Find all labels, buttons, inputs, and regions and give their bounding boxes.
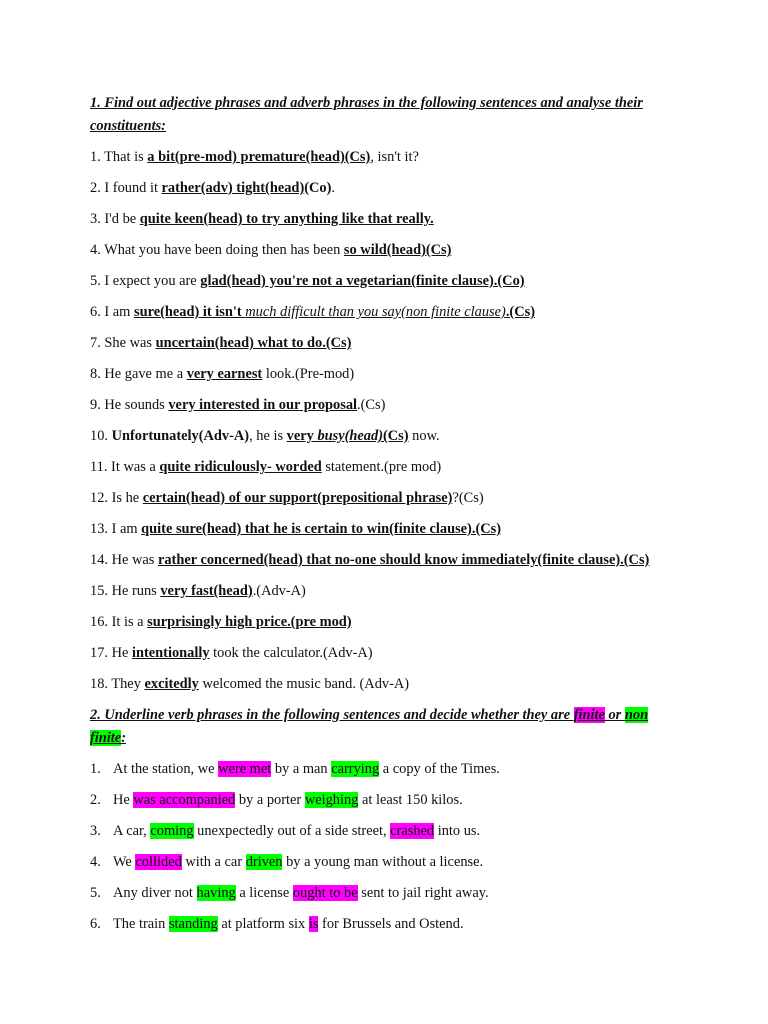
section-1-heading [90, 92, 690, 138]
text-run: 8. He gave me a [90, 366, 187, 382]
finite-verb-highlight: finite [573, 707, 605, 723]
text-run: with a car [181, 854, 246, 870]
section-2-heading [90, 704, 690, 750]
non-finite-verb-highlight: standing [168, 916, 218, 932]
text-run: or [604, 707, 625, 723]
text-run: : [121, 730, 126, 746]
text-run: 4. What you have been doing then has been [90, 242, 344, 258]
phrase-annotation: busy(head) [317, 428, 383, 444]
text-run: for Brussels and Ostend. [318, 916, 464, 932]
heading-line: constituents: [90, 118, 166, 134]
text-run: unexpectedly out of a side street, [193, 823, 391, 839]
sentence-line [90, 758, 690, 781]
non-finite-verb-highlight: driven [245, 854, 283, 870]
sentence-line [90, 301, 690, 324]
text-run: statement.(pre mod) [321, 459, 442, 475]
text-run: .(Cs) [357, 397, 386, 413]
text-run: look.(Pre-mod) [262, 366, 355, 382]
sentence-line [90, 789, 690, 812]
item-number: 4. [90, 854, 101, 870]
sentence-line [90, 673, 690, 696]
text-run: The train [113, 916, 169, 932]
sentence-line [90, 642, 690, 665]
text-run: A car, [113, 823, 151, 839]
text-run: At the station, we [113, 761, 219, 777]
phrase-annotation: quite sure(head) that he is certain to win(finite clause).(Cs) [141, 521, 502, 537]
finite-verb-highlight: collided [135, 854, 182, 870]
sentence-line [90, 820, 690, 843]
text-run: a license [235, 885, 293, 901]
non-finite-verb-highlight: weighing [304, 792, 359, 808]
text-run: 5. I expect you are [90, 273, 201, 289]
sentence-line [90, 851, 690, 874]
text-run: 12. Is he [90, 490, 143, 506]
text-run: by a porter [235, 792, 305, 808]
item-number: 3. [90, 823, 101, 839]
text-run: 16. It is a [90, 614, 148, 630]
sentence-line [90, 611, 690, 634]
phrase-annotation: so wild(head)(Cs) [343, 242, 452, 258]
sentence-line [90, 146, 690, 169]
text-run: into us. [434, 823, 481, 839]
sentence-line [90, 177, 690, 200]
item-number: 5. [90, 885, 101, 901]
phrase-annotation: .(Cs) [505, 304, 536, 320]
text-run: We [113, 854, 136, 870]
text-run: at platform six [217, 916, 309, 932]
text-run: now. [408, 428, 440, 444]
phrase-annotation: excitedly [144, 676, 199, 692]
phrase-annotation: rather(adv) tight(head) [161, 180, 305, 196]
text-run: 18. They [90, 676, 145, 692]
phrase-annotation: rather concerned(head) that no-one should know immediately(finite clause).(Cs) [157, 552, 650, 568]
phrase-annotation: much difficult than you say(non finite clause) [245, 304, 506, 320]
finite-verb-highlight: is [308, 916, 319, 932]
heading-line [90, 704, 690, 727]
text-run: 13. I am [90, 521, 142, 537]
item-number: 6. [90, 916, 101, 932]
text-run: Unfortunately(Adv-A) [111, 428, 250, 444]
sentence-line [90, 549, 690, 572]
heading-line [90, 727, 690, 750]
text-run: , isn't it? [370, 149, 419, 165]
text-run: 10. [90, 428, 112, 444]
text-run: 14. He was [90, 552, 158, 568]
text-run: a copy of the Times. [379, 761, 500, 777]
non-finite-verb-highlight: carrying [331, 761, 380, 777]
phrase-annotation: intentionally [131, 645, 210, 661]
sentence-line [90, 332, 690, 355]
phrase-annotation: sure(head) it isn't [133, 304, 246, 320]
phrase-annotation: surprisingly high price.(pre mod) [147, 614, 352, 630]
phrase-annotation: quite keen(head) to try anything like that really. [139, 211, 434, 227]
text-run: 3. I'd be [90, 211, 140, 227]
finite-verb-highlight: were met [218, 761, 272, 777]
phrase-annotation: very [286, 428, 318, 444]
text-run: 2. I found it [90, 180, 162, 196]
sentence-line [90, 270, 690, 293]
finite-verb-highlight: crashed [390, 823, 435, 839]
text-run: sent to jail right away. [357, 885, 489, 901]
sentence-line [90, 487, 690, 510]
non-finite-verb-highlight: finite [90, 730, 122, 746]
text-run: 11. It was a [90, 459, 160, 475]
section-1-sentences [90, 146, 690, 696]
finite-verb-highlight: ought to be [292, 885, 358, 901]
text-run: He [113, 792, 134, 808]
phrase-annotation: (Cs) [383, 428, 409, 444]
phrase-annotation: uncertain(head) what to do.(Cs) [155, 335, 352, 351]
phrase-annotation: certain(head) of our support(prepositional phrase) [142, 490, 453, 506]
heading-line: 1. Find out adjective phrases and adverb phrases in the following sentences and analyse their [90, 95, 643, 111]
text-run: Any diver not [113, 885, 197, 901]
item-number: 2. [90, 792, 101, 808]
sentence-line [90, 394, 690, 417]
sentence-line [90, 239, 690, 262]
phrase-annotation: quite ridiculously- worded [159, 459, 322, 475]
text-run: 9. He sounds [90, 397, 169, 413]
section-2-sentences [90, 758, 690, 936]
non-finite-verb-highlight: having [196, 885, 236, 901]
text-run: welcomed the music band. (Adv-A) [198, 676, 410, 692]
sentence-line [90, 208, 690, 231]
text-run: by a man [271, 761, 332, 777]
phrase-annotation: very fast(head) [160, 583, 253, 599]
document-page [90, 92, 690, 944]
sentence-line [90, 456, 690, 479]
text-run: .(Adv-A) [252, 583, 306, 599]
text-run: by a young man without a license. [282, 854, 484, 870]
phrase-annotation: glad(head) you're not a vegetarian(finite clause).(Co) [200, 273, 525, 289]
text-run: (Co) [304, 180, 332, 196]
text-run: took the calculator.(Adv-A) [209, 645, 373, 661]
text-run: 6. I am [90, 304, 134, 320]
non-finite-verb-highlight: coming [150, 823, 194, 839]
text-run: 15. He runs [90, 583, 161, 599]
text-run: 17. He [90, 645, 132, 661]
text-run: , he is [249, 428, 287, 444]
phrase-annotation: very interested in our proposal [168, 397, 358, 413]
phrase-annotation: a bit(pre-mod) premature(head)(Cs) [147, 149, 371, 165]
sentence-line [90, 580, 690, 603]
non-finite-verb-highlight: non [624, 707, 649, 723]
phrase-annotation: very earnest [186, 366, 263, 382]
sentence-line [90, 913, 690, 936]
finite-verb-highlight: was accompanied [133, 792, 236, 808]
sentence-line [90, 425, 690, 448]
sentence-line [90, 363, 690, 386]
text-run: . [331, 180, 336, 196]
text-run: 1. That is [90, 149, 148, 165]
sentence-line [90, 882, 690, 905]
text-run: 7. She was [90, 335, 156, 351]
sentence-line [90, 518, 690, 541]
text-run: at least 150 kilos. [358, 792, 463, 808]
text-run: ?(Cs) [452, 490, 484, 506]
item-number: 1. [90, 761, 101, 777]
text-run: 2. Underline verb phrases in the following sentences and decide whether they are [90, 707, 574, 723]
